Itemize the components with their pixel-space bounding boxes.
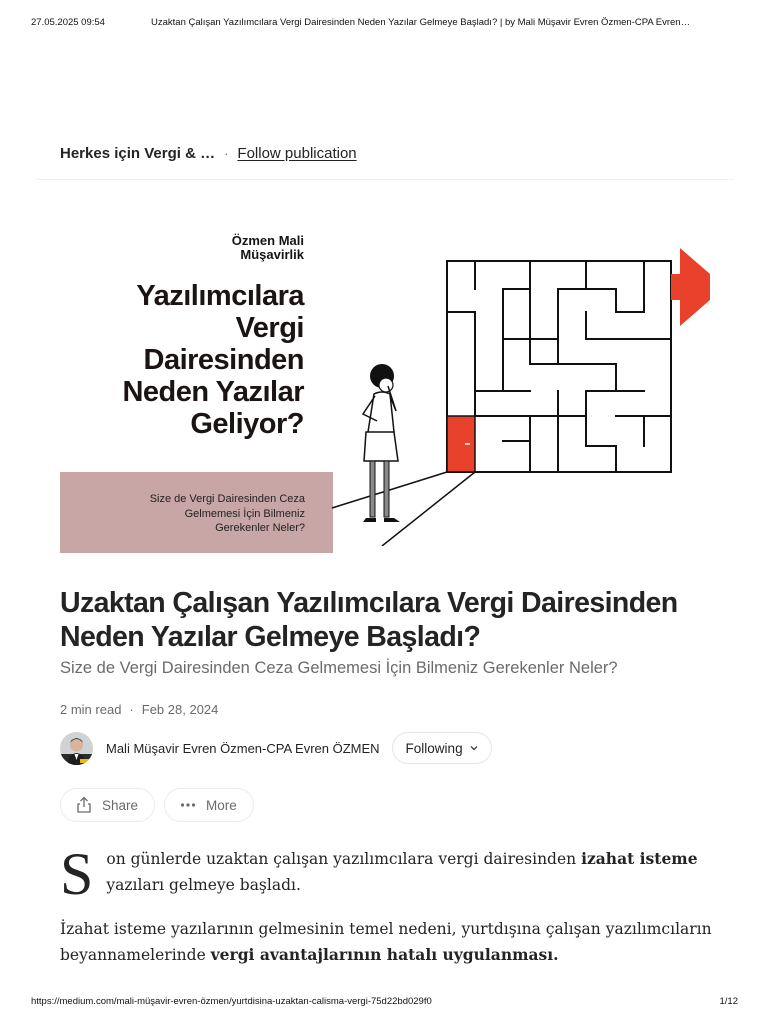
hero-subtitle-line: Gerekenler Neler? bbox=[215, 522, 305, 534]
more-button[interactable] bbox=[164, 788, 254, 822]
meta-separator: · bbox=[129, 702, 134, 717]
paragraph-bold: izahat isteme bbox=[581, 849, 698, 868]
divider bbox=[36, 179, 734, 180]
read-time: 2 min read bbox=[60, 702, 122, 717]
paragraph-text: yazıları gelmeye başladı. bbox=[106, 876, 301, 894]
share-label: Share bbox=[102, 797, 139, 813]
hero-heading-line: Geliyor? bbox=[190, 408, 304, 440]
hero-brand-line: Müşavirlik bbox=[240, 247, 304, 262]
article-subtitle: Size de Vergi Dairesinden Ceza Gelmemesi İçin Bilmeniz Gerekenler Neler? bbox=[60, 659, 618, 677]
hero-image bbox=[60, 218, 710, 558]
article-meta bbox=[60, 702, 218, 717]
publication-separator: · bbox=[224, 145, 229, 161]
paragraph-bold: vergi avantajlarının hatalı uygulanması. bbox=[210, 945, 559, 964]
body-paragraph-1 bbox=[60, 841, 715, 907]
author-name[interactable]: Mali Müşavir Evren Özmen-CPA Evren ÖZMEN bbox=[106, 740, 380, 756]
avatar[interactable] bbox=[60, 732, 93, 765]
body-paragraph-2 bbox=[60, 916, 715, 968]
following-label: Following bbox=[405, 740, 463, 756]
action-row bbox=[60, 788, 263, 822]
drop-cap: S bbox=[60, 841, 94, 907]
publication-bar bbox=[60, 143, 357, 163]
following-button[interactable] bbox=[392, 732, 492, 764]
print-url: https://medium.com/mali-müşavir-evren-özmen/yurtdisina-uzaktan-calisma-vergi-75d22bd029f0 bbox=[31, 996, 432, 1007]
hero-heading-line: Neden Yazılar bbox=[122, 376, 304, 408]
print-datetime: 27.05.2025 09:54 bbox=[31, 17, 105, 28]
hero-heading-line: Dairesinden bbox=[143, 344, 304, 376]
follow-publication-link[interactable]: Follow publication bbox=[237, 144, 357, 162]
exit-door-shape bbox=[671, 248, 710, 326]
article-title: Uzaktan Çalışan Yazılımcılara Vergi Dairesinden Neden Yazılar Gelmeye Başladı? bbox=[60, 587, 678, 653]
publish-date: Feb 28, 2024 bbox=[141, 702, 219, 717]
chevron-down-icon bbox=[469, 743, 479, 753]
hero-subtitle bbox=[95, 492, 305, 536]
hero-brand-line: Özmen Mali bbox=[231, 233, 304, 248]
share-button[interactable] bbox=[60, 788, 155, 822]
hero-heading-line: Vergi bbox=[235, 312, 304, 344]
maze-illustration bbox=[330, 246, 715, 546]
print-footer bbox=[31, 996, 738, 1010]
publication-name[interactable]: Herkes için Vergi & … bbox=[60, 144, 216, 162]
more-dots-icon bbox=[179, 796, 197, 814]
hero-subtitle-box bbox=[60, 472, 333, 553]
hero-heading-line: Yazılımcılara bbox=[136, 280, 304, 312]
more-label: More bbox=[206, 797, 237, 813]
hero-subtitle-line: Gelmemesi İçin Bilmeniz bbox=[184, 507, 305, 520]
share-icon bbox=[75, 796, 93, 814]
hero-subtitle-line: Size de Vergi Dairesinden Ceza bbox=[149, 493, 305, 505]
hero-brand bbox=[164, 234, 304, 262]
paragraph-text: İzahat isteme yazılarının gelmesinin temel nedeni, yurtdışına çalışan yazılımcıların beyannamelerinde bbox=[60, 920, 712, 964]
paragraph-text: on günlerde uzaktan çalışan yazılımcılara vergi dairesinden bbox=[106, 850, 582, 868]
print-page-count: 1/12 bbox=[719, 996, 738, 1007]
entrance-door-shape bbox=[447, 416, 475, 472]
print-page-title: Uzaktan Çalışan Yazılımcılara Vergi Dairesinden Neden Yazılar Gelmeye Başladı? | by Mali Müşavir Evren Özmen-CPA Evren… bbox=[151, 17, 691, 28]
woman-figure-icon bbox=[363, 364, 400, 522]
print-header bbox=[31, 17, 738, 31]
author-row bbox=[60, 731, 492, 765]
hero-heading bbox=[64, 280, 304, 440]
